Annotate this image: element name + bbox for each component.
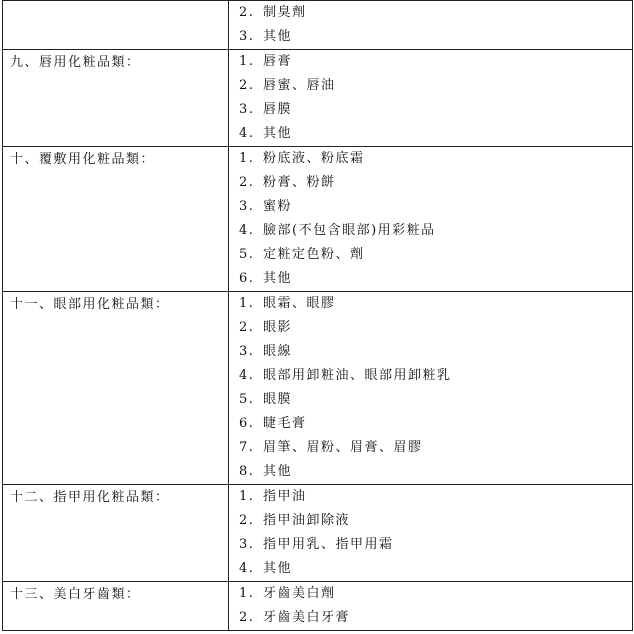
category-label: 九、唇用化粧品類： [10,55,141,70]
list-item [239,50,632,74]
category-label [3,1,228,5]
item-text: 指甲油卸除液 [263,513,351,528]
list-item [239,340,632,364]
item-number: 3. [239,199,255,214]
item-text: 唇膜 [263,102,293,117]
item-text: 眼線 [263,344,293,359]
list-item [239,122,632,146]
item-text: 粉底液、粉底霜 [263,151,365,166]
category-label: 十三、美白牙齒類： [10,587,141,602]
list-item [239,74,632,98]
item-text: 指甲用乳、指甲用霜 [263,537,394,552]
item-text: 眉筆、眉粉、眉膏、眉膠 [263,440,423,455]
items-cell [229,582,633,631]
item-text: 牙齒美白劑 [263,586,336,601]
items-cell [229,292,633,485]
item-list [229,147,632,291]
item-text: 眼膜 [263,392,293,407]
item-text: 其他 [263,29,293,44]
category-row [3,292,633,485]
category-row [3,1,633,50]
list-item [239,267,632,291]
item-number: 2. [239,513,255,528]
item-number: 1. [239,296,255,311]
item-text: 其他 [263,561,293,576]
item-number: 4. [239,126,255,141]
list-item [239,557,632,581]
list-item [239,412,632,436]
item-number: 7. [239,440,255,455]
item-number: 6. [239,271,255,286]
item-list [229,50,632,146]
item-number: 6. [239,416,255,431]
item-text: 眼影 [263,320,293,335]
items-cell [229,147,633,292]
category-row [3,147,633,292]
item-number: 3. [239,29,255,44]
item-number: 4. [239,223,255,238]
item-text: 唇蜜、唇油 [263,78,336,93]
item-number: 1. [239,489,255,504]
list-item [239,364,632,388]
category-label: 十二、指甲用化粧品類： [10,490,170,505]
list-item [239,460,632,484]
list-item [239,606,632,630]
item-list [229,485,632,581]
list-item [239,388,632,412]
item-list [229,1,632,49]
item-number: 3. [239,537,255,552]
list-item [239,25,632,49]
category-row [3,582,633,631]
item-number: 1. [239,151,255,166]
item-list [229,582,632,630]
list-item [239,533,632,557]
item-text: 粉膏、粉餅 [263,175,336,190]
item-text: 牙齒美白牙膏 [263,610,351,625]
item-number: 1. [239,586,255,601]
cosmetics-category-table [2,0,633,631]
list-item [239,243,632,267]
item-number: 8. [239,464,255,479]
item-text: 蜜粉 [263,199,293,214]
item-number: 2. [239,610,255,625]
item-number: 1. [239,54,255,69]
item-text: 其他 [263,126,293,141]
items-cell [229,50,633,147]
list-item [239,485,632,509]
item-text: 制臭劑 [263,5,307,20]
item-text: 眼霜、眼膠 [263,296,336,311]
category-row [3,485,633,582]
category-cell [3,485,229,582]
item-number: 2. [239,78,255,93]
category-cell [3,1,229,50]
list-item [239,292,632,316]
item-text: 臉部(不包含眼部)用彩粧品 [263,223,436,238]
item-text: 其他 [263,464,293,479]
item-number: 5. [239,247,255,262]
item-list [229,292,632,484]
category-label: 十、覆敷用化粧品類： [10,152,156,167]
item-number: 2. [239,320,255,335]
list-item [239,171,632,195]
item-text: 定粧定色粉、劑 [263,247,365,262]
list-item [239,195,632,219]
item-number: 3. [239,102,255,117]
table-body [3,1,633,631]
category-cell [3,147,229,292]
category-cell [3,50,229,147]
list-item [239,147,632,171]
item-number: 4. [239,561,255,576]
list-item [239,98,632,122]
list-item [239,316,632,340]
category-cell [3,292,229,485]
category-cell [3,582,229,631]
list-item [239,436,632,460]
category-label: 十一、眼部用化粧品類： [10,297,170,312]
list-item [239,219,632,243]
items-cell [229,485,633,582]
item-text: 眼部用卸粧油、眼部用卸粧乳 [263,368,452,383]
item-text: 睫毛膏 [263,416,307,431]
list-item [239,1,632,25]
item-number: 4. [239,368,255,383]
category-row [3,50,633,147]
items-cell [229,1,633,50]
item-number: 2. [239,175,255,190]
item-text: 其他 [263,271,293,286]
list-item [239,582,632,606]
item-text: 唇膏 [263,54,293,69]
item-text: 指甲油 [263,489,307,504]
item-number: 2. [239,5,255,20]
item-number: 3. [239,344,255,359]
item-number: 5. [239,392,255,407]
list-item [239,509,632,533]
